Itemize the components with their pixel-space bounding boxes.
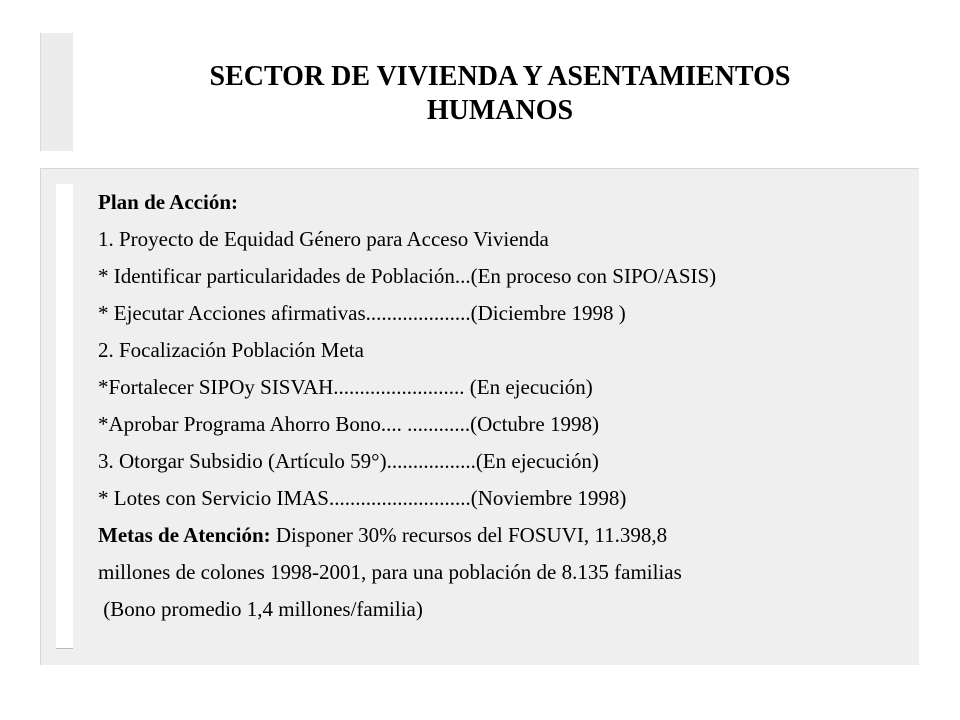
title-accent-bar: [40, 33, 73, 151]
content-body: [98, 184, 908, 628]
metas-line-2: millones de colones 1998-2001, para una población de 8.135 familias: [98, 560, 682, 584]
metas-text: Disponer 30% recursos del FOSUVI, 11.398,8: [270, 523, 668, 547]
metas-line-1: [98, 517, 908, 554]
metas-line-3: (Bono promedio 1,4 millones/familia): [98, 597, 423, 621]
title-line-2: HUMANOS: [426, 95, 574, 126]
page-title: [100, 60, 900, 128]
plan-line-4: 2. Focalización Población Meta: [98, 338, 364, 362]
plan-line-2: * Identificar particularidades de Población...(En proceso con SIPO/ASIS): [98, 264, 717, 288]
plan-line-1: 1. Proyecto de Equidad Género para Acceso Vivienda: [98, 227, 549, 251]
plan-line-3: * Ejecutar Acciones afirmativas....................(Diciembre 1998 ): [98, 301, 626, 325]
plan-line-6: *Aprobar Programa Ahorro Bono.... ............(Octubre 1998): [98, 412, 599, 436]
plan-line-8: * Lotes con Servicio IMAS...........................(Noviembre 1998): [98, 486, 627, 510]
plan-line-5: *Fortalecer SIPOy SISVAH......................... (En ejecución): [98, 375, 593, 399]
content-accent-bar: [56, 184, 73, 649]
plan-heading: Plan de Acción:: [98, 190, 238, 214]
title-line-1: SECTOR DE VIVIENDA Y ASENTAMIENTOS: [209, 61, 791, 92]
metas-label: Metas de Atención:: [98, 523, 271, 547]
plan-line-7: 3. Otorgar Subsidio (Artículo 59°).................(En ejecución): [98, 449, 599, 473]
